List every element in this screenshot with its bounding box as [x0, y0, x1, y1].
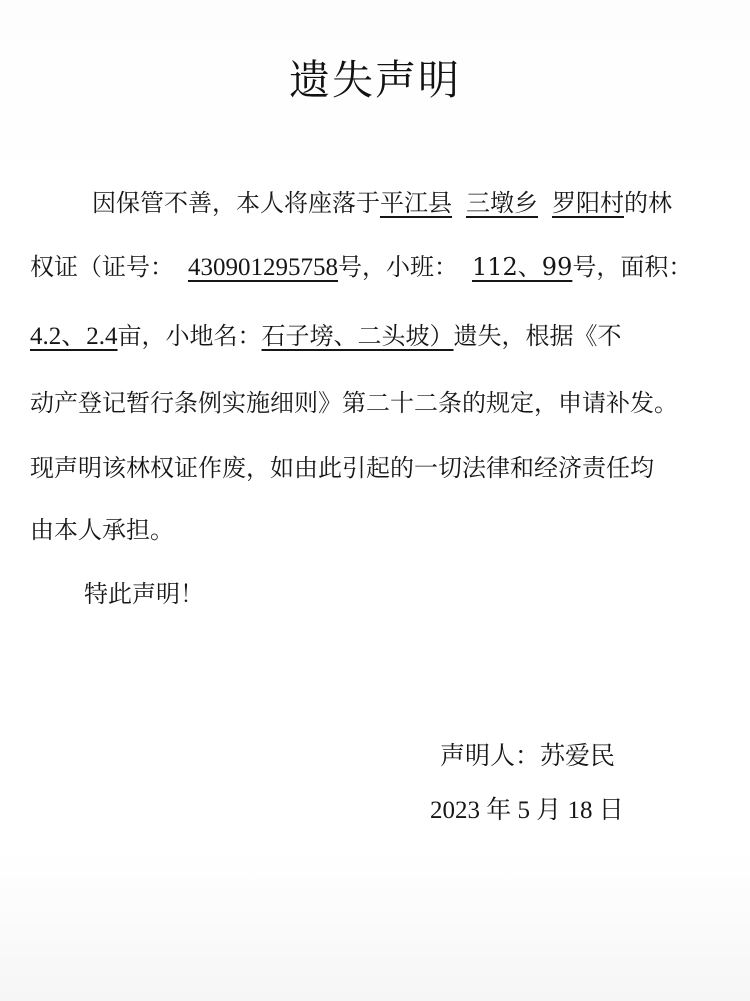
date-month: 5	[517, 797, 531, 824]
date-month-unit: 月	[536, 795, 562, 824]
place-name-field: 石子塝、二头坡）	[261, 322, 454, 350]
body-line-3	[30, 318, 740, 355]
page-title: 遗失声明	[289, 56, 461, 104]
declaration-date	[430, 792, 624, 829]
text-segment: 的林	[624, 189, 672, 217]
body-line-1	[92, 185, 750, 221]
certificate-number-field: 430901295758	[188, 254, 338, 281]
body-line-5: 现声明该林权证作废，如由此引起的一切法律和经济责任均	[30, 454, 654, 482]
plot-number-field: 112、99	[472, 253, 573, 281]
area-field: 4.2、2.4	[30, 323, 118, 350]
date-year: 2023	[430, 797, 480, 824]
declarant-signature: 声明人：苏爱民	[440, 741, 616, 770]
town-field: 三墩乡	[466, 189, 538, 217]
text-segment: 遗失，根据《不	[453, 322, 622, 350]
county-field: 平江县	[380, 189, 452, 217]
text-segment: 因保管不善，本人将座落于	[92, 189, 380, 217]
date-day-unit: 日	[598, 795, 624, 824]
village-field: 罗阳村	[552, 189, 624, 217]
text-segment: 号，小班：	[338, 253, 458, 281]
date-year-unit: 年	[486, 795, 512, 824]
text-segment: 权证（证号：	[30, 253, 174, 281]
text-segment: 号，面积：	[572, 253, 693, 281]
text-segment: 亩，小地名：	[117, 322, 262, 350]
body-line-2	[30, 249, 740, 286]
body-line-6: 由本人承担。	[30, 516, 174, 544]
closing-statement: 特此声明！	[84, 580, 204, 608]
body-line-4: 动产登记暂行条例实施细则》第二十二条的规定，申请补发。	[30, 389, 678, 417]
date-day: 18	[567, 797, 593, 824]
